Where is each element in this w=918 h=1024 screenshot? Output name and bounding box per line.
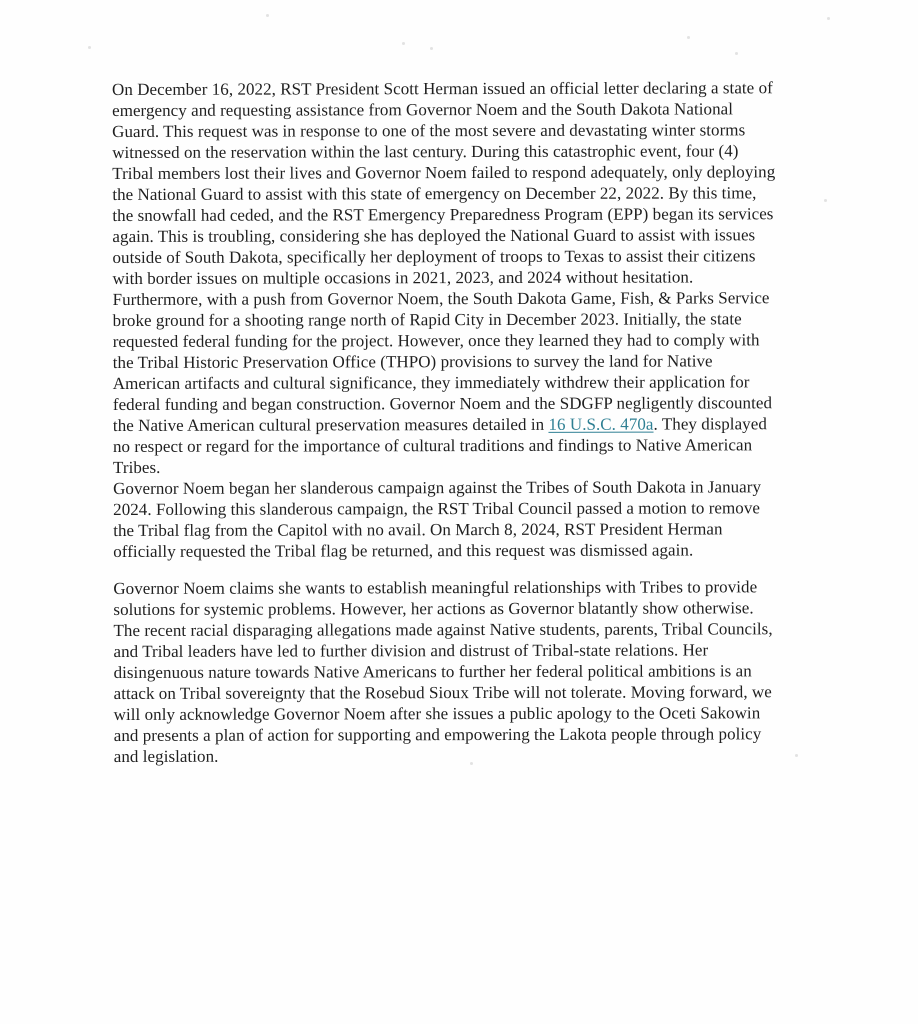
link-line-before-text: the Native American cultural preservation measures detailed in xyxy=(112,414,549,435)
scan-speck xyxy=(824,199,827,202)
text-line: emergency and requesting assistance from Governor Noem and the South Dakota National xyxy=(112,99,734,120)
text-line: requested federal funding for the project. However, once they learned they had to comply with xyxy=(112,330,760,351)
scan-speck xyxy=(402,42,405,45)
text-line: American artifacts and cultural significance, they immediately withdrew their application for xyxy=(112,372,750,393)
paragraph-1-lines-before-link xyxy=(112,77,823,415)
paragraph-1 xyxy=(112,77,823,478)
text-line: again. This is troubling, considering she has deployed the National Guard to assist with issues xyxy=(112,225,756,246)
text-line: the Tribal Historic Preservation Office (THPO) provisions to survey the land for Native xyxy=(112,351,713,372)
text-line: the Tribal flag from the Capitol with no avail. On March 8, 2024, RST President Herman xyxy=(113,519,723,540)
statute-link-16-usc-470a[interactable]: 16 U.S.C. 470a xyxy=(548,414,654,434)
text-line: On December 16, 2022, RST President Scott Herman issued an official letter declaring a state of xyxy=(112,78,773,99)
link-line-after-text: . They displayed xyxy=(653,414,767,434)
text-line: with border issues on multiple occasions in 2021, 2023, and 2024 without hesitation. xyxy=(112,267,694,288)
text-line: broke ground for a shooting range north of Rapid City in December 2023. Initially, the state xyxy=(112,309,742,330)
text-line: witnessed on the reservation within the last century. During this catastrophic event, four (4) xyxy=(112,141,739,162)
letter-body xyxy=(112,77,824,767)
text-line: will only acknowledge Governor Noem after she issues a public apology to the Oceti Sakowin xyxy=(113,703,761,724)
text-line: federal funding and began construction. Governor Noem and the SDGFP negligently discounted xyxy=(112,393,773,414)
text-line: officially requested the Tribal flag be returned, and this request was dismissed again. xyxy=(113,540,694,561)
paragraph-1-lines-after-link xyxy=(113,434,823,478)
text-line: The recent racial disparaging allegations made against Native students, parents, Tribal Councils, xyxy=(113,619,773,640)
text-line: 2024. Following this slanderous campaign, the RST Tribal Council passed a motion to remove xyxy=(113,498,760,519)
scan-speck xyxy=(88,46,91,49)
text-line: Governor Noem began her slanderous campaign against the Tribes of South Dakota in January xyxy=(113,477,762,498)
text-line: no respect or regard for the importance of cultural traditions and findings to Native American xyxy=(112,435,753,456)
scan-speck xyxy=(735,52,738,55)
text-line: the National Guard to assist with this state of emergency on December 22, 2022. By this time, xyxy=(112,183,757,204)
text-line: Guard. This request was in response to one of the most severe and devastating winter storms xyxy=(112,120,746,141)
text-line: and presents a plan of action for supporting and empowering the Lakota people through policy xyxy=(113,724,762,745)
text-line: and Tribal leaders have led to further division and distrust of Tribal-state relations. Her xyxy=(113,640,709,661)
text-line-with-link xyxy=(113,413,823,436)
scan-speck xyxy=(266,14,269,17)
text-line: disingenuous nature towards Native Americans to further her federal political ambitions is an xyxy=(113,661,752,682)
text-line: the snowfall had ceded, and the RST Emergency Preparedness Program (EPP) began its services xyxy=(112,204,774,225)
text-line: and legislation. xyxy=(113,746,219,766)
paragraph-3 xyxy=(113,576,823,767)
text-line: outside of South Dakota, specifically her deployment of troops to Texas to assist their citizens xyxy=(112,246,756,267)
paragraph-2 xyxy=(113,476,823,562)
text-line: Furthermore, with a push from Governor Noem, the South Dakota Game, Fish, & Parks Service xyxy=(112,288,770,309)
text-line: Governor Noem claims she wants to establish meaningful relationships with Tribes to provide xyxy=(113,577,758,598)
text-line: attack on Tribal sovereignty that the Rosebud Sioux Tribe will not tolerate. Moving forward, we xyxy=(113,682,772,703)
scan-speck xyxy=(687,36,690,39)
text-line: Tribal members lost their lives and Governor Noem failed to respond adequately, only deploying xyxy=(112,162,776,183)
scan-speck xyxy=(827,17,830,20)
text-line: solutions for systemic problems. However, her actions as Governor blatantly show otherwise. xyxy=(113,598,754,619)
scan-speck xyxy=(430,47,433,50)
text-line: Tribes. xyxy=(112,457,161,477)
